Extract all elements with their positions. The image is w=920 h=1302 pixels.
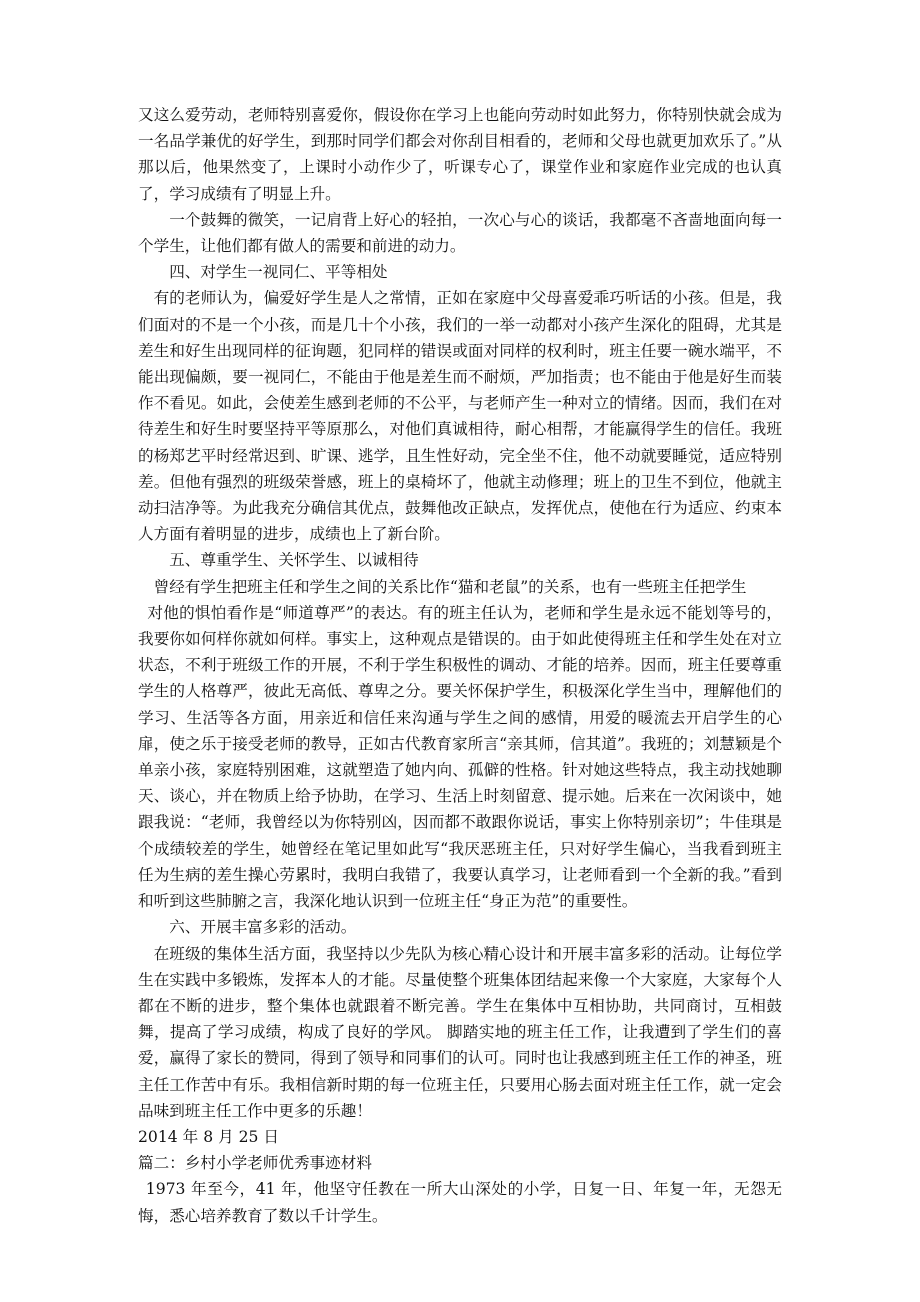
paragraph-6: 1973 年至今，41 年，他坚守任教在一所大山深处的小学，日复一日、年复一年，无怨无悔，悉心培养教育了数以千计学生。: [138, 1180, 782, 1225]
paragraph-2: 一个鼓舞的微笑，一记肩背上好心的轻拍，一次心与心的谈话，我都毫不吝啬地面向每一个学生，让他们都有做人的需要和前进的动力。: [138, 210, 782, 256]
document-page: [138, 102, 782, 1229]
paragraph-4-body: 对他的惧怕看作是“师道尊严”的表达。有的班主任认为，老师和学生是永远不能划等号的，我要你如何样你就如何样。事实上，这种观点是错误的。由于如此使得班主任和学生处在对立状态，不利于班级工作的开展，不利于学生积极性的调动、才能的培养。因而，班主任要尊重学生的人格尊严，彼此无高低、尊卑之分。要关怀保护学生，积极深化学生当中，理解他们的学习、生活等各方面，用亲近和信任来沟通与学生之间的感情，用爱的暖流去开启学生的心扉，使之乐于接受老师的教导，正如古代教育家所言“亲其师，信其道”。我班的；刘慧颖是个单亲小孩，家庭特别困难，这就塑造了她内向、孤僻的性格。针对她这些特点，我主动找她聊天、谈心，并在物质上给予协助，在学习、生活上时刻留意、提示她。后来在一次闲谈中，她跟我说：“老师，我曾经以为你特别凶，因而都不敢跟你说话，事实上你特别亲切”；牛佳琪是个成绩较差的学生，她曾经在笔记里如此写“我厌恶班主任，只对好学生偏心，当我看到班主任为生病的差生操心劳累时，我明白我错了，我要认真学习，让老师看到一个全新的我。”看到和听到这些肺腑之言，我深化地认识到一位班主任“身正为范”的重要性。: [138, 603, 782, 911]
paragraph-3: 有的老师认为，偏爱好学生是人之常情，正如在家庭中父母喜爱乖巧听话的小孩。但是，我们面对的不是一个小孩，而是几十个小孩，我们的一举一动都对小孩产生深化的阻碍，尤其是差生和好生出现同样的征询题，犯同样的错误或面对同样的权利时，班主任要一碗水端平，不能出现偏颇，要一视同仁，不能由于他是差生而不耐烦，严加指责；也不能由于他是好生而装作不看见。如此，会使差生感到老师的不公平，与老师产生一种对立的情绪。因而，我们在对待差生和好生时要坚持平等原那么，对他们真诚相待，耐心相帮，才能赢得学生的信任。我班的杨郑艺平时经常迟到、旷课、逃学，且生性好动，完全坐不住，他不动就要睡觉，适应特别差。但他有强烈的班级荣誉感，班上的桌椅坏了，他就主动修理；班上的卫生不到位，他就主动扫洁净等。为此我充分确信其优点，鼓舞他改正缺点，发挥优点，使他在行为适应、约束本人方面有着明显的进步，成绩也上了新台阶。: [138, 289, 782, 544]
paragraph-4-first-line: 曾经有学生把班主任和学生之间的关系比作“猫和老鼠”的关系，也有一些班主任把学生: [153, 577, 747, 596]
paragraph-1: 又这么爱劳动，老师特别喜爱你，假设你在学习上也能向劳动时如此努力，你特别快就会成为一名品学兼优的好学生，到那时同学们都会对你刮目相看的，老师和父母也就更加欢乐了。”从那以后，他果然变了，上课时小动作少了，听课专心了，课堂作业和家庭作业完成的也认真了，学习成绩有了明显上升。: [138, 106, 782, 203]
date-line: 2014 年 8 月 25 日: [138, 1127, 280, 1146]
section-heading-6: 六、开展丰富多彩的活动。: [169, 918, 357, 937]
part-two-title: 篇二：乡村小学老师优秀事迹材料: [138, 1154, 372, 1173]
section-heading-5: 五、尊重学生、关怀学生、以诚相待: [169, 551, 419, 570]
section-heading-4: 四、对学生一视同仁、平等相处: [169, 263, 388, 282]
paragraph-5: 在班级的集体生活方面，我坚持以少先队为核心精心设计和开展丰富多彩的活动。让每位学生在实践中多锻炼，发挥本人的才能。尽量使整个班集体团结起来像一个大家庭，大家每个人都在不断的进步，整个集体也就跟着不断完善。学生在集体中互相协助，共同商讨，互相鼓舞，提高了学习成绩，构成了良好的学风。 脚踏实地的班主任工作，让我遭到了学生们的喜爱，赢得了家长的赞同，得到了领导和同事们的认可。同时也让我感到班主任工作的神圣，班主任工作苦中有乐。我相信新时期的每一位班主任，只要用心肠去面对班主任工作，就一定会品味到班主任工作中更多的乐趣！: [138, 944, 782, 1120]
